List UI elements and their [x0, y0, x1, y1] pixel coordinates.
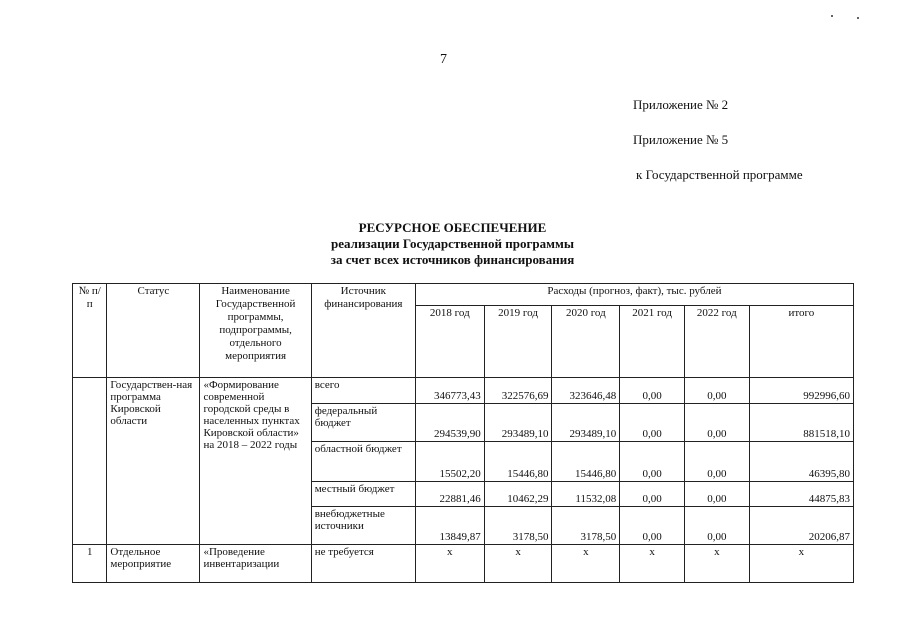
- value-cell: 0,00: [684, 404, 749, 442]
- value-cell: х: [620, 545, 685, 583]
- row-source: внебюджетные источники: [311, 507, 415, 545]
- header-expenses: Расходы (прогноз, факт), тыс. рублей: [415, 284, 853, 306]
- value-cell: 3178,50: [484, 507, 552, 545]
- row-source: всего: [311, 378, 415, 404]
- value-cell: 46395,80: [749, 442, 853, 482]
- program-num-cell: [73, 378, 107, 545]
- value-cell: 0,00: [620, 507, 685, 545]
- event-name: «Проведение инвентаризации: [200, 545, 311, 583]
- header-total: итого: [749, 306, 853, 378]
- value-cell: х: [552, 545, 620, 583]
- value-cell: х: [684, 545, 749, 583]
- value-cell: 0,00: [620, 378, 685, 404]
- value-cell: 881518,10: [749, 404, 853, 442]
- value-cell: 0,00: [684, 482, 749, 507]
- value-cell: 293489,10: [484, 404, 552, 442]
- value-cell: 44875,83: [749, 482, 853, 507]
- resource-table: [72, 283, 854, 583]
- header-source: Источник финансирования: [311, 284, 415, 378]
- event-source: не требуется: [311, 545, 415, 583]
- value-cell: 0,00: [620, 404, 685, 442]
- title-main: РЕСУРСНОЕ ОБЕСПЕЧЕНИЕ: [358, 220, 547, 235]
- value-cell: 15446,80: [484, 442, 552, 482]
- document-title: [0, 220, 905, 268]
- value-cell: 323646,48: [552, 378, 620, 404]
- title-sub-1: реализации Государственной программы: [331, 236, 574, 251]
- value-cell: 22881,46: [415, 482, 484, 507]
- page-number: 7: [440, 52, 447, 67]
- header-year-2018: 2018 год: [415, 306, 484, 378]
- event-num: 1: [73, 545, 107, 583]
- program-name: «Формирование современной городской среды в населенных пунктах Кировской области» на 2018 – 2022 годы: [200, 378, 311, 545]
- value-cell: 13849,87: [415, 507, 484, 545]
- value-cell: 0,00: [684, 507, 749, 545]
- value-cell: 0,00: [620, 482, 685, 507]
- value-cell: 10462,29: [484, 482, 552, 507]
- value-cell: 20206,87: [749, 507, 853, 545]
- value-cell: х: [415, 545, 484, 583]
- header-name: Наименование Государственной программы, подпрограммы, отдельного мероприятия: [200, 284, 311, 378]
- appendix-line-1: Приложение № 2: [633, 97, 729, 112]
- value-cell: 0,00: [684, 378, 749, 404]
- header-year-2022: 2022 год: [684, 306, 749, 378]
- value-cell: 15446,80: [552, 442, 620, 482]
- value-cell: 992996,60: [749, 378, 853, 404]
- value-cell: 11532,08: [552, 482, 620, 507]
- appendix-line-3: к Государственной программе: [636, 167, 803, 182]
- value-cell: 3178,50: [552, 507, 620, 545]
- header-year-2020: 2020 год: [552, 306, 620, 378]
- value-cell: 322576,69: [484, 378, 552, 404]
- value-cell: 346773,43: [415, 378, 484, 404]
- value-cell: 293489,10: [552, 404, 620, 442]
- row-source: федеральный бюджет: [311, 404, 415, 442]
- header-year-2019: 2019 год: [484, 306, 552, 378]
- appendix-line-2: Приложение № 5: [633, 132, 729, 147]
- table-row: [73, 378, 854, 404]
- value-cell: 0,00: [684, 442, 749, 482]
- program-status: Государствен-ная программа Кировской области: [107, 378, 200, 545]
- value-cell: 294539,90: [415, 404, 484, 442]
- event-status: Отдельное мероприятие: [107, 545, 200, 583]
- value-cell: 15502,20: [415, 442, 484, 482]
- header-year-2021: 2021 год: [620, 306, 685, 378]
- row-source: местный бюджет: [311, 482, 415, 507]
- header-num: № п/п: [73, 284, 107, 378]
- title-sub-2: за счет всех источников финансирования: [330, 252, 575, 267]
- table-row: [73, 545, 854, 583]
- scan-speck: [857, 17, 859, 19]
- header-status: Статус: [107, 284, 200, 378]
- value-cell: 0,00: [620, 442, 685, 482]
- scan-speck: [831, 15, 833, 17]
- value-cell: х: [484, 545, 552, 583]
- value-cell: х: [749, 545, 853, 583]
- row-source: областной бюджет: [311, 442, 415, 482]
